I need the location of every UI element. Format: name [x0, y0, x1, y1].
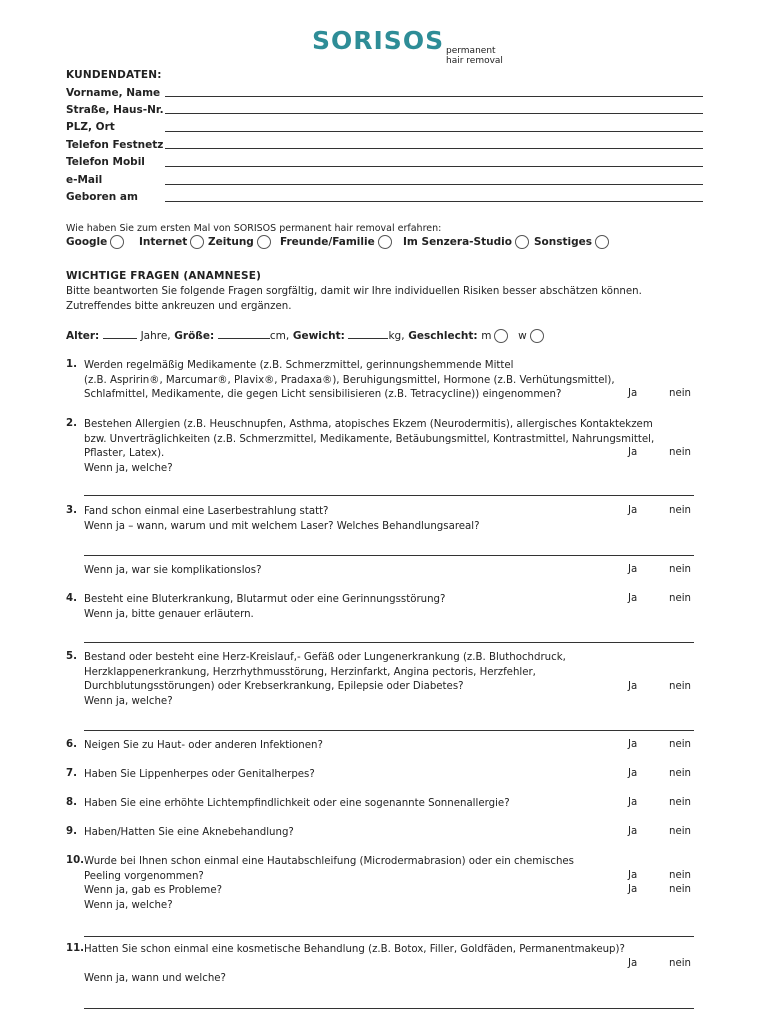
source-option-studio[interactable] [403, 235, 529, 249]
answer-no[interactable]: nein [669, 593, 692, 604]
answer-no[interactable]: nein [669, 681, 692, 692]
question-number: 7. [66, 768, 77, 779]
question-line: Fand schon einmal eine Laserbestrahlung statt? [84, 506, 329, 517]
answer-yes[interactable]: Ja [628, 681, 638, 692]
question-11-followup: Wenn ja, wann und welche? [84, 973, 226, 984]
age-unit: Jahre, [140, 330, 171, 342]
question-number: 2. [66, 418, 77, 429]
question-line: Bestand oder besteht eine Herz-Kreislauf,- Gefäß oder Lungenerkrankung (z.B. Bluthochdruck, [84, 652, 566, 663]
checkbox-circle[interactable] [110, 235, 124, 249]
anamnese-intro [66, 285, 706, 314]
gender-label: Geschlecht: [408, 330, 478, 342]
gender-female-label: w [518, 330, 527, 342]
question-11-text: Hatten Sie schon einmal eine kosmetische Behandlung (z.B. Botox, Filler, Goldfäden, Permanentmakeup)? [84, 944, 625, 955]
field-line-email[interactable] [165, 184, 703, 185]
field-label-email: e-Mail [66, 174, 103, 186]
question-line: Wenn ja, welche? [84, 899, 173, 911]
field-label-street: Straße, Haus-Nr. [66, 104, 164, 116]
field-line-city[interactable] [165, 131, 703, 132]
field-line-birthdate[interactable] [165, 201, 703, 202]
size-field[interactable] [218, 338, 270, 339]
question-followup: Wenn ja, welche? [84, 462, 173, 474]
answer-yes[interactable]: Ja [628, 388, 638, 399]
answer-no[interactable]: nein [669, 797, 692, 808]
question-line: Bestehen Allergien (z.B. Heuschnupfen, Asthma, atopisches Ekzem (Neurodermitis), allergisches Kontaktekzem [84, 419, 653, 430]
question-number: 9. [66, 826, 77, 837]
question-6-text: Neigen Sie zu Haut- oder anderen Infektionen? [84, 740, 323, 751]
answer-line[interactable] [84, 555, 694, 556]
gender-male-checkbox[interactable] [494, 329, 508, 343]
source-option-label: Sonstiges [534, 236, 593, 248]
answer-yes[interactable]: Ja [628, 739, 638, 750]
checkbox-circle[interactable] [595, 235, 609, 249]
age-label: Alter: [66, 330, 100, 342]
question-line: Besteht eine Bluterkrankung, Blutarmut oder eine Gerinnungsstörung? [84, 594, 446, 605]
answer-line[interactable] [84, 495, 694, 496]
answer-line[interactable] [84, 936, 694, 937]
source-option-sonstiges[interactable] [534, 235, 609, 249]
gender-male-label: m [481, 330, 492, 342]
answer-no[interactable]: nein [669, 768, 692, 779]
answer-yes[interactable]: Ja [628, 797, 638, 808]
field-label-phone: Telefon Festnetz [66, 139, 164, 151]
answer-yes[interactable]: Ja [628, 958, 638, 969]
answer-no[interactable]: nein [669, 505, 692, 516]
answer-line[interactable] [84, 642, 694, 643]
answer-no[interactable]: nein [669, 870, 692, 881]
weight-field[interactable] [348, 338, 388, 339]
question-line: bzw. Unverträglichkeiten (z.B. Schmerzmittel, Medikamente, Betäubungsmittel, Kontrastmittel, Nahrungsmittel, [84, 433, 655, 445]
answer-yes[interactable]: Ja [628, 826, 638, 837]
field-line-mobile[interactable] [165, 166, 703, 167]
checkbox-circle[interactable] [515, 235, 529, 249]
answer-no[interactable]: nein [669, 564, 692, 575]
question-line: Herzklappenerkrankung, Herzrhythmusstörung, Herzinfarkt, Angina pectoris, Herzfehler, [84, 666, 536, 678]
question-followup: Wenn ja, bitte genauer erläutern. [84, 608, 254, 620]
field-label-name: Vorname, Name [66, 87, 161, 99]
source-option-label: Im Senzera-Studio [403, 236, 512, 248]
source-option-label: Internet [139, 236, 188, 248]
question-number: 8. [66, 797, 77, 808]
source-option-label: Zeitung [208, 236, 254, 248]
checkbox-circle[interactable] [190, 235, 204, 249]
weight-unit: kg, [388, 330, 405, 342]
age-field[interactable] [103, 338, 137, 339]
checkbox-circle[interactable] [257, 235, 271, 249]
answer-no[interactable]: nein [669, 739, 692, 750]
answer-no[interactable]: nein [669, 447, 692, 458]
question-number: 10. [66, 855, 85, 866]
source-option-freunde[interactable] [280, 235, 392, 249]
answer-yes[interactable]: Ja [628, 505, 638, 516]
field-label-birthdate: Geboren am [66, 191, 138, 203]
field-label-city: PLZ, Ort [66, 121, 115, 133]
question-line: Wenn ja, gab es Probleme? [84, 885, 222, 896]
question-line: Pflaster, Latex). [84, 448, 165, 459]
brand-logo: SORISOS [312, 26, 445, 55]
tagline-line-1: permanent [446, 46, 496, 56]
question-number: 1. [66, 359, 77, 370]
source-option-label: Freunde/Familie [280, 236, 375, 248]
answer-line[interactable] [84, 730, 694, 731]
checkbox-circle[interactable] [378, 235, 392, 249]
question-4-text [84, 593, 445, 622]
question-10-text [84, 855, 574, 913]
question-3-text [84, 505, 480, 534]
question-5-text [84, 651, 566, 709]
answer-yes[interactable]: Ja [628, 447, 638, 458]
question-line: Durchblutungsstörungen) oder Krebserkrankung, Epilepsie oder Diabetes? [84, 681, 464, 692]
answer-yes[interactable]: Ja [628, 768, 638, 779]
source-option-google[interactable] [66, 235, 124, 249]
question-9-text: Haben/Hatten Sie eine Aknebehandlung? [84, 827, 294, 838]
gender-female-checkbox[interactable] [530, 329, 544, 343]
question-2-text [84, 418, 654, 476]
body-data-row [66, 329, 544, 343]
question-number: 3. [66, 505, 77, 516]
tagline-line-2: hair removal [446, 56, 503, 66]
size-label: Größe: [174, 330, 215, 342]
question-line: (z.B. Aspririn®, Marcumar®, Plavix®, Pradaxa®), Beruhigungsmittel, Hormone (z.B. Verhütungsmittel), [84, 374, 615, 386]
intro-line-1: Bitte beantworten Sie folgende Fragen sorgfältig, damit wir Ihre individuellen Risiken besser abschätzen können. [66, 286, 642, 297]
question-number: 11. [66, 943, 85, 954]
brand-tagline [446, 46, 503, 66]
answer-no[interactable]: nein [669, 826, 692, 837]
question-line: Peeling vorgenommen? [84, 870, 204, 882]
answer-yes[interactable]: Ja [628, 870, 638, 881]
answer-no[interactable]: nein [669, 884, 692, 895]
source-question: Wie haben Sie zum ersten Mal von SORISOS permanent hair removal erfahren: [66, 223, 442, 234]
answer-yes[interactable]: Ja [628, 564, 638, 575]
field-label-mobile: Telefon Mobil [66, 156, 145, 168]
question-number: 6. [66, 739, 77, 750]
question-line: Schlafmittel, Medikamente, die gegen Licht sensibilisieren (z.B. Tetracycline)) eingenommen? [84, 389, 562, 400]
question-line: Werden regelmäßig Medikamente (z.B. Schmerzmittel, gerinnungshemmende Mittel [84, 360, 514, 371]
answer-line[interactable] [84, 1008, 694, 1009]
answer-no[interactable]: nein [669, 388, 692, 399]
question-8-text: Haben Sie eine erhöhte Lichtempfindlichkeit oder eine sogenannte Sonnenallergie? [84, 798, 510, 809]
customer-heading: KUNDENDATEN: [66, 69, 162, 81]
source-option-label: Google [66, 236, 108, 248]
question-1-text [84, 359, 615, 403]
question-3-extra: Wenn ja, war sie komplikationslos? [84, 565, 262, 576]
source-option-zeitung[interactable] [208, 235, 271, 249]
answer-yes[interactable]: Ja [628, 593, 638, 604]
answer-no[interactable]: nein [669, 958, 692, 969]
question-number: 5. [66, 651, 77, 662]
field-line-phone[interactable] [165, 148, 703, 149]
answer-yes[interactable]: Ja [628, 884, 638, 895]
field-line-name[interactable] [165, 96, 703, 97]
question-number: 4. [66, 593, 77, 604]
anamnese-heading: WICHTIGE FRAGEN (ANAMNESE) [66, 270, 262, 282]
question-line: Wurde bei Ihnen schon einmal eine Hautabschleifung (Microdermabrasion) oder ein chemisches [84, 856, 574, 867]
question-followup: Wenn ja, welche? [84, 695, 173, 707]
weight-label: Gewicht: [292, 330, 345, 342]
source-option-internet[interactable] [139, 235, 204, 249]
question-7-text: Haben Sie Lippenherpes oder Genitalherpes? [84, 769, 315, 780]
intro-line-2: Zutreffendes bitte ankreuzen und ergänzen. [66, 300, 292, 312]
size-unit: cm, [269, 330, 290, 342]
field-line-street[interactable] [165, 113, 703, 114]
question-followup: Wenn ja – wann, warum und mit welchem Laser? Welches Behandlungsareal? [84, 520, 480, 532]
